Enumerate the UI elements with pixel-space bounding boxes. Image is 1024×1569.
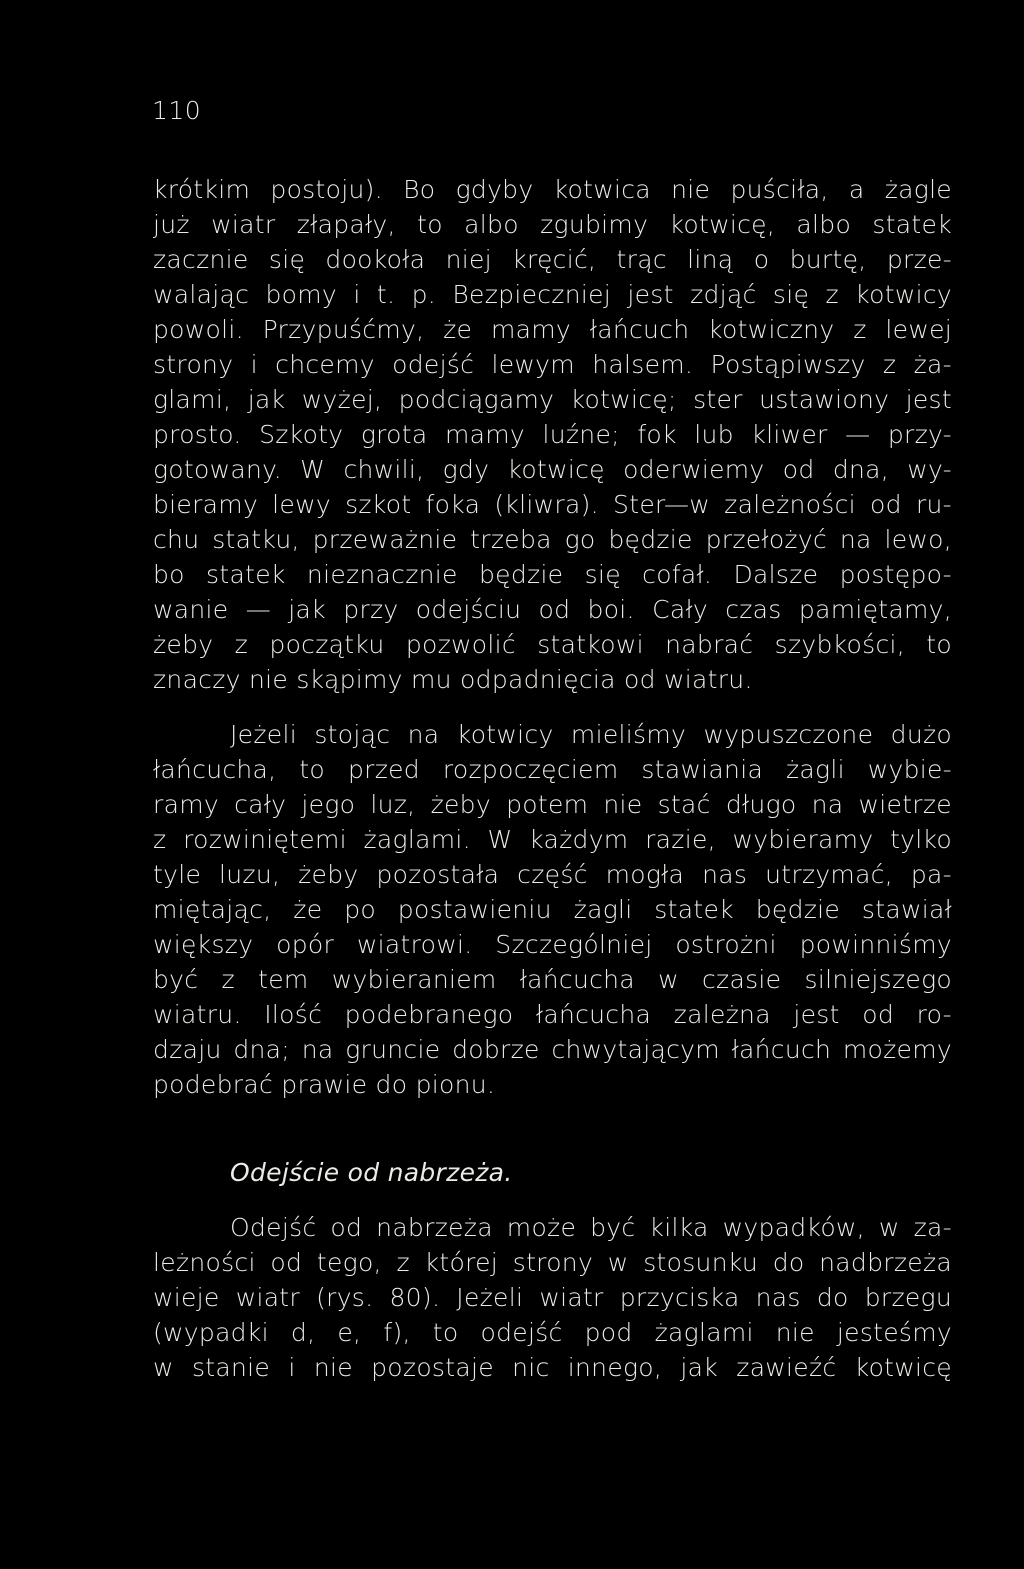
paragraph-1-line: prosto. Szkoty grota mamy luźne; fok lub kliwer — przy- (153, 420, 952, 449)
paragraph-1-line: bieramy lewy szkot foka (kliwra). Ster—w zależności od ru- (153, 490, 952, 519)
paragraph-1-line: glami, jak wyżej, podciągamy kotwicę; ster ustawiony jest (153, 385, 952, 414)
paragraph-1-line: krótkim postoju). Bo gdyby kotwica nie puściła, a żagle (153, 175, 952, 204)
paragraph-1-line: znaczy nie skąpimy mu odpadnięcia od wiatru. (153, 665, 753, 694)
paragraph-1-line: gotowany. W chwili, gdy kotwicę oderwiemy od dna, wy- (153, 455, 952, 484)
paragraph-3-line: wieje wiatr (rys. 80). Jeżeli wiatr przyciska nas do brzegu (153, 1283, 952, 1312)
paragraph-3-line: leżności od tego, z której strony w stosunku do nadbrzeża (153, 1248, 952, 1277)
paragraph-1-line: zacznie się dookoła niej kręcić, trąc liną o burtę, prze- (153, 245, 952, 274)
paragraph-2-line: łańcucha, to przed rozpoczęciem stawiania żagli wybie- (153, 755, 952, 784)
paragraph-3-line: w stanie i nie pozostaje nic innego, jak zawieźć kotwicę (153, 1353, 952, 1382)
paragraph-2-line: podebrać prawie do pionu. (153, 1070, 496, 1099)
paragraph-2-line: wiatru. Ilość podebranego łańcucha zależna jest od ro- (153, 1000, 952, 1029)
paragraph-1-line: wanie — jak przy odejściu od boi. Cały czas pamiętamy, (153, 595, 952, 624)
paragraph-1-line: już wiatr złapały, to albo zgubimy kotwicę, albo statek (153, 210, 952, 239)
paragraph-1-line: walając bomy i t. p. Bezpieczniej jest zdjąć się z kotwicy (153, 280, 952, 309)
paragraph-1-line: żeby z początku pozwolić statkowi nabrać szybkości, to (153, 630, 952, 659)
paragraph-2-line: tyle luzu, żeby pozostała część mogła nas utrzymać, pa- (153, 860, 952, 889)
paragraph-1-line: chu statku, przeważnie trzeba go będzie przełożyć na lewo, (153, 525, 952, 554)
paragraph-2-line: być z tem wybieraniem łańcucha w czasie silniejszego (153, 965, 952, 994)
paragraph-2-line: z rozwiniętemi żaglami. W każdym razie, wybieramy tylko (153, 825, 952, 854)
paragraph-2-line: Jeżeli stojąc na kotwicy mieliśmy wypuszczone dużo (230, 720, 952, 749)
page-number: 110 (152, 96, 202, 125)
paragraph-1-line: strony i chcemy odejść lewym halsem. Postąpiwszy z ża- (153, 350, 952, 379)
paragraph-2-line: większy opór wiatrowi. Szczególniej ostrożni powinniśmy (153, 930, 952, 959)
paragraph-3-line: Odejść od nabrzeża może być kilka wypadków, w za- (230, 1213, 952, 1242)
section-heading: Odejście od nabrzeża. (230, 1158, 513, 1187)
paragraph-1-line: bo statek nieznacznie będzie się cofał. Dalsze postępo- (153, 560, 952, 589)
paragraph-2-line: miętając, że po postawieniu żagli statek będzie stawiał (153, 895, 952, 924)
paragraph-2-line: ramy cały jego luz, żeby potem nie stać długo na wietrze (153, 790, 952, 819)
paragraph-3-line: (wypadki d, e, f), to odejść pod żaglami nie jesteśmy (153, 1318, 952, 1347)
paragraph-2-line: dzaju dna; na gruncie dobrze chwytającym łańcuch możemy (153, 1035, 952, 1064)
paragraph-1-line: powoli. Przypuśćmy, że mamy łańcuch kotwiczny z lewej (153, 315, 952, 344)
